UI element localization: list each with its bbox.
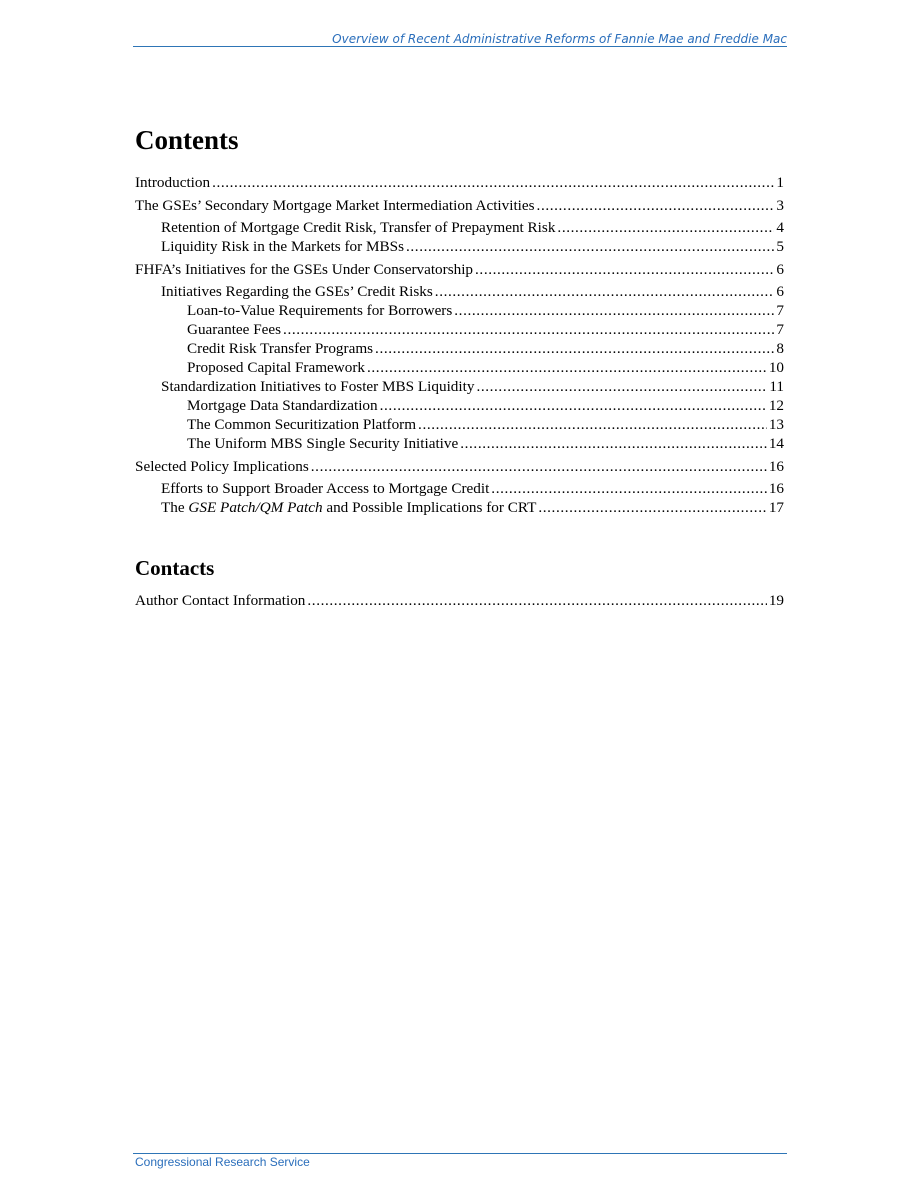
toc-entry-credit-risk-retention[interactable] <box>135 219 784 238</box>
dot-leader <box>375 340 774 358</box>
dot-leader <box>454 302 774 320</box>
toc-page-number: 16 <box>768 480 784 497</box>
toc-page-number: 17 <box>768 499 784 516</box>
dot-leader <box>406 238 774 256</box>
toc-page-number: 1 <box>776 174 784 191</box>
toc-entry-title: Loan-to-Value Requirements for Borrowers <box>187 302 453 319</box>
toc-entry-introduction[interactable] <box>135 174 784 193</box>
toc-page-number: 12 <box>768 397 784 414</box>
table-of-contents <box>135 174 784 518</box>
dot-leader <box>557 219 774 237</box>
toc-page-number: 13 <box>768 416 784 433</box>
toc-page-number: 4 <box>776 219 784 236</box>
toc-entry-title: FHFA’s Initiatives for the GSEs Under Conservatorship <box>135 260 474 278</box>
toc-page-number: 3 <box>776 196 784 214</box>
toc-entry-title: Initiatives Regarding the GSEs’ Credit Risks <box>161 283 433 300</box>
toc-entry-title: The GSEs’ Secondary Mortgage Market Intermediation Activities <box>135 196 535 214</box>
toc-page-number: 7 <box>776 321 784 338</box>
toc-page-number: 19 <box>768 592 784 609</box>
contents-heading: Contents <box>135 125 239 155</box>
toc-entry-gse-patch[interactable] <box>135 499 784 518</box>
dot-leader <box>212 174 774 192</box>
dot-leader <box>475 261 774 279</box>
title-italic: GSE Patch/QM Patch <box>188 499 323 516</box>
footer-rule <box>133 1153 787 1154</box>
dot-leader <box>435 283 775 301</box>
toc-entry-title: Retention of Mortgage Credit Risk, Transfer of Prepayment Risk <box>161 219 556 236</box>
running-footer: Congressional Research Service <box>135 1155 310 1169</box>
dot-leader <box>311 458 767 476</box>
dot-leader <box>460 435 767 453</box>
toc-page-number: 6 <box>776 283 784 300</box>
toc-entry-securitization-platform[interactable] <box>135 416 784 435</box>
toc-page-number: 6 <box>776 260 784 278</box>
toc-entry-author-contact[interactable] <box>135 592 784 611</box>
toc-entry-title: Standardization Initiatives to Foster MBS Liquidity <box>161 378 475 395</box>
toc-entry-title: Author Contact Information <box>135 592 306 609</box>
toc-entry-guarantee-fees[interactable] <box>135 321 784 340</box>
toc-page-number: 5 <box>776 238 784 255</box>
toc-page-number: 7 <box>776 302 784 319</box>
toc-entry-single-security[interactable] <box>135 435 784 454</box>
toc-page-number: 10 <box>768 359 784 376</box>
toc-entry-title: Guarantee Fees <box>187 321 282 338</box>
toc-entry-credit-risk-initiatives[interactable] <box>135 283 784 302</box>
toc-entry-ltv-requirements[interactable] <box>135 302 784 321</box>
toc-entry-broader-access[interactable] <box>135 480 784 499</box>
toc-page-number: 8 <box>776 340 784 357</box>
toc-entry-liquidity-risk[interactable] <box>135 238 784 257</box>
dot-leader <box>283 321 774 339</box>
dot-leader <box>418 416 767 434</box>
dot-leader <box>491 480 767 498</box>
contacts-heading: Contacts <box>135 556 215 580</box>
toc-entry-title: The Uniform MBS Single Security Initiative <box>187 435 459 452</box>
toc-page-number: 16 <box>768 457 784 475</box>
toc-entry-title: Liquidity Risk in the Markets for MBSs <box>161 238 404 255</box>
dot-leader <box>307 592 766 610</box>
dot-leader <box>538 499 766 517</box>
toc-entry-title: Efforts to Support Broader Access to Mortgage Credit <box>161 480 490 497</box>
toc-entry-crt-programs[interactable] <box>135 340 784 359</box>
dot-leader <box>476 378 767 396</box>
toc-page-number: 14 <box>768 435 784 452</box>
dot-leader <box>380 397 767 415</box>
toc-entry-title: The Common Securitization Platform <box>187 416 417 433</box>
dot-leader <box>537 197 775 215</box>
toc-entry-title: Mortgage Data Standardization <box>187 397 378 414</box>
toc-entry-title: Proposed Capital Framework <box>187 359 366 376</box>
toc-entry-standardization-initiatives[interactable] <box>135 378 784 397</box>
toc-entry-title: Credit Risk Transfer Programs <box>187 340 374 357</box>
toc-entry-title: Introduction <box>135 174 211 191</box>
toc-entry-secondary-market-activities[interactable] <box>135 197 784 216</box>
toc-entry-fhfa-initiatives[interactable] <box>135 261 784 280</box>
toc-entry-data-standardization[interactable] <box>135 397 784 416</box>
title-prefix: The <box>161 499 189 516</box>
toc-entry-policy-implications[interactable] <box>135 458 784 477</box>
toc-page-number: 11 <box>769 378 784 395</box>
running-header: Overview of Recent Administrative Reforms of Fannie Mae and Freddie Mac <box>332 32 787 46</box>
toc-entry-capital-framework[interactable] <box>135 359 784 378</box>
dot-leader <box>367 359 767 377</box>
toc-entry-title: Selected Policy Implications <box>135 457 309 475</box>
title-suffix: and Possible Implications for CRT <box>322 499 537 516</box>
header-rule <box>133 46 787 47</box>
toc-entry-title <box>161 499 536 517</box>
contacts-list <box>135 592 784 611</box>
